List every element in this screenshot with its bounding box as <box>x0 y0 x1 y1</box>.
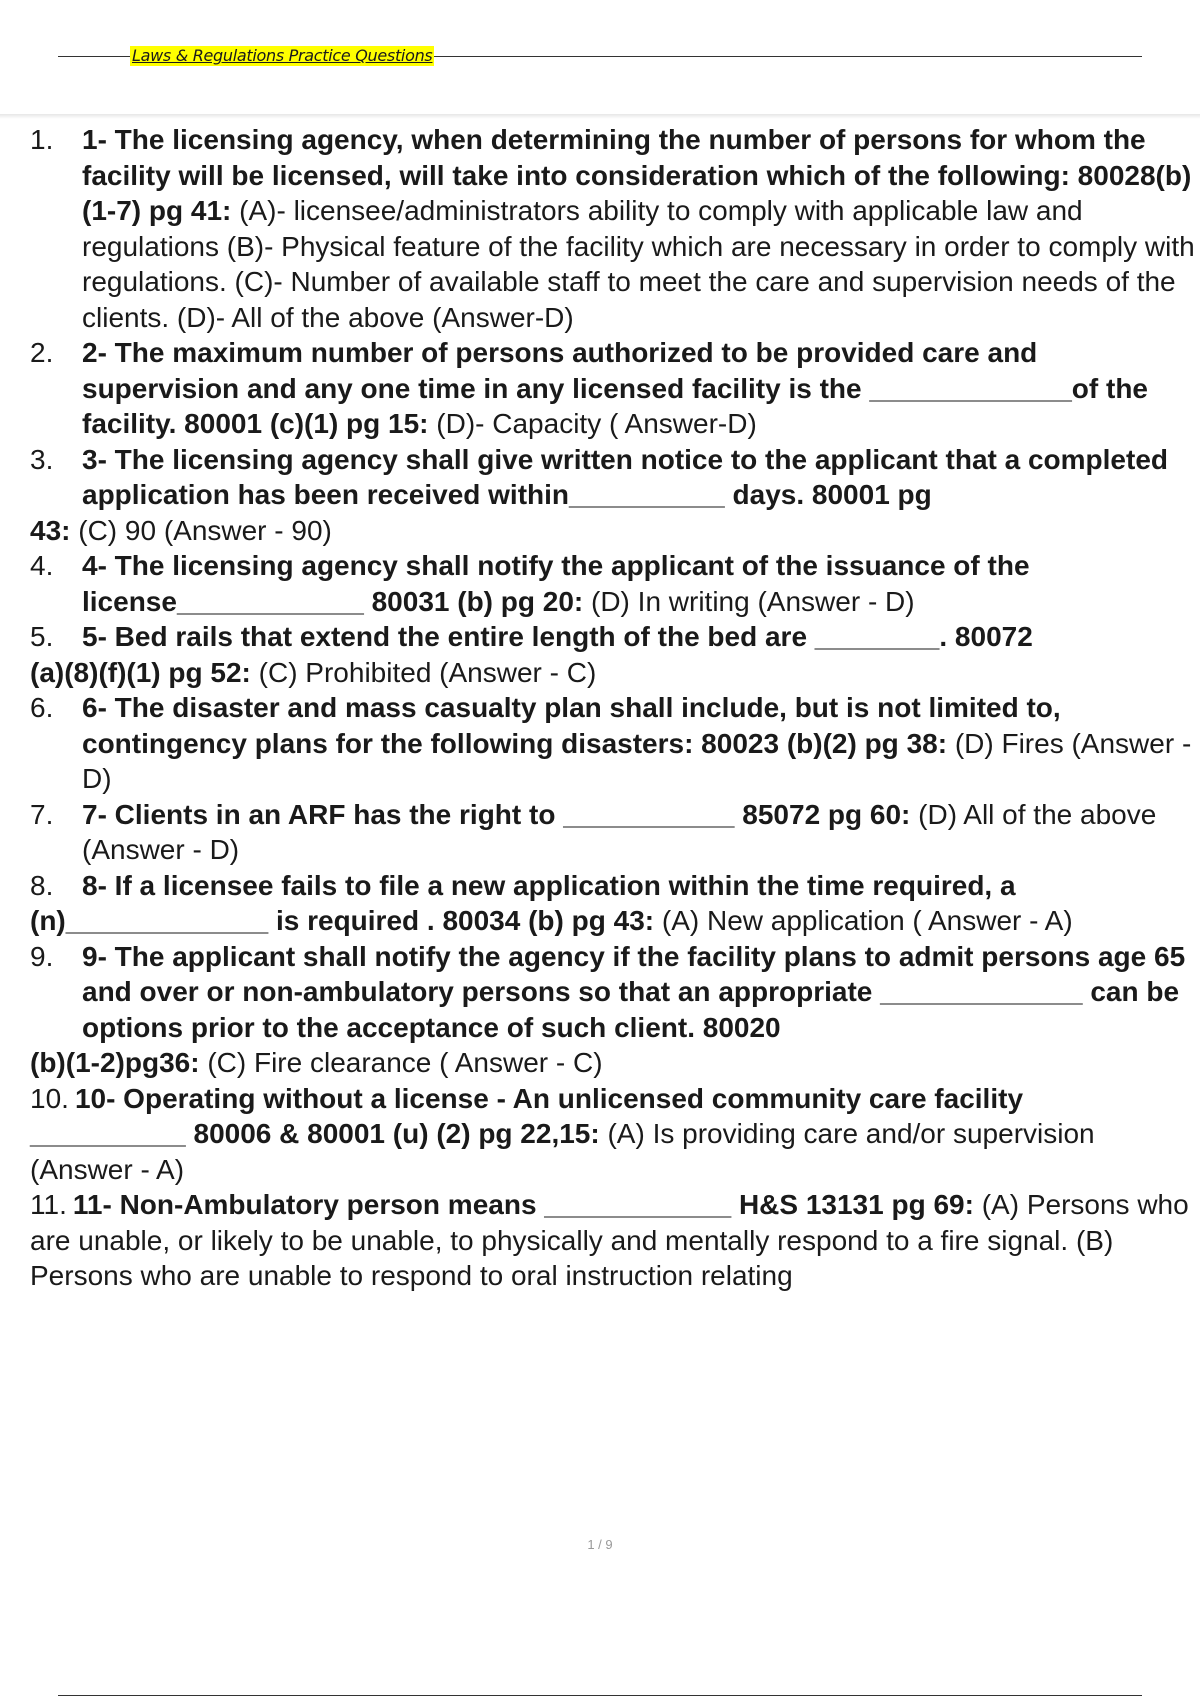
question-prompt: 3- The licensing agency shall give written notice to the applicant that a completed application has been received within__________ days. 80001 pg <box>82 443 1168 510</box>
question-prompt: 10- Operating without a license - An unlicensed community care facility <box>74 1082 1024 1114</box>
question-number: 1. <box>30 124 54 155</box>
question-item <box>30 1187 1200 1294</box>
question-prompt-continued: (n)_____________ is required . 80034 (b) pg 43: <box>30 905 655 936</box>
question-number: 4. <box>30 550 54 581</box>
question-item <box>30 939 1200 1081</box>
footer-rule <box>58 1695 1142 1696</box>
question-number: 3. <box>30 443 54 475</box>
question-answer: (D)- Capacity ( Answer-D) <box>428 408 757 439</box>
question-prompt: 2- The maximum number of persons authorized to be provided care and supervision and any one time in any licensed facility is the _____________of the facility. 80001 (c)(1) pg 15: <box>82 337 1148 439</box>
question-prompt: 1- The licensing agency, when determining the number of persons for whom the facility will be licensed, will take into consideration which of the following: 80028(b)(1-7) pg 41: <box>82 124 1192 226</box>
question-number: 9. <box>30 940 54 972</box>
question-list <box>30 122 1200 1294</box>
question-prompt-continued: (b)(1-2)pg36: <box>30 1047 200 1078</box>
question-item <box>30 690 1200 797</box>
question-answer: (C) Prohibited (Answer - C) <box>250 656 597 688</box>
question-answer: (C) 90 (Answer - 90) <box>70 514 332 546</box>
question-answer: (A) New application ( Answer - A) <box>654 905 1073 936</box>
question-prompt: 7- Clients in an ARF has the right to ___________ 85072 pg 60: <box>82 798 911 830</box>
question-number: 5. <box>30 621 54 652</box>
question-prompt-continued: (a)(8)(f)(1) pg 52: <box>30 656 251 688</box>
question-answer: (C) Fire clearance ( Answer - C) <box>199 1047 603 1078</box>
question-number: 6. <box>30 692 54 723</box>
question-prompt: 9- The applicant shall notify the agency if the facility plans to admit persons age 65 and over or non-ambulatory persons so that an appropriate _____________ can be options prior to the acceptance of such client. 80020 <box>82 940 1186 1043</box>
question-answer: (D) All of the above (Answer - D) <box>82 798 1157 865</box>
question-answer: (D) Fires (Answer - D) <box>82 727 1192 794</box>
question-answer: (A)- licensee/administrators ability to comply with applicable law and regulations (B)- Physical feature of the facility which are necessary in order to comply with regulations. (C)- Number of available staff to meet the care and supervision needs of the clients. (D)- All of the above (Answer-D) <box>82 195 1195 333</box>
question-item <box>30 122 1200 335</box>
question-item <box>30 1081 1200 1188</box>
document-header-title: Laws & Regulations Practice Questions <box>132 46 433 65</box>
question-number: 7. <box>30 798 54 830</box>
question-item <box>30 619 1200 690</box>
question-prompt: 8- If a licensee fails to file a new application within the time required, a <box>82 869 1016 901</box>
question-number: 2. <box>30 337 54 368</box>
question-item <box>30 335 1200 442</box>
question-prompt: 11- Non-Ambulatory person means ____________ H&S 13131 pg 69: <box>72 1189 974 1220</box>
question-item <box>30 442 1200 549</box>
question-prompt-continued: __________ 80006 & 80001 (u) (2) pg 22,15: <box>30 1118 600 1149</box>
question-answer: (D) In writing (Answer - D) <box>583 585 915 617</box>
question-answer: (A) Persons who are unable, or likely to be unable, to physically and mentally respond to a fire signal. (B) Persons who are unable to respond to oral instruction relating <box>30 1189 1189 1291</box>
question-prompt: 5- Bed rails that extend the entire length of the bed are ________. 80072 <box>82 621 1033 652</box>
question-prompt-continued: 43: <box>30 514 71 546</box>
page-number: 1 / 9 <box>587 1537 613 1552</box>
question-item <box>30 868 1200 939</box>
question-number: 11. <box>30 1189 67 1220</box>
question-prompt: 4- The licensing agency shall notify the applicant of the issuance of the license____________ 80031 (b) pg 20: <box>82 550 1030 617</box>
header-shadow <box>0 114 1200 119</box>
question-prompt: 6- The disaster and mass casualty plan shall include, but is not limited to, contingency plans for the following disasters: 80023 (b)(2) pg 38: <box>82 692 1061 759</box>
question-item <box>30 797 1200 868</box>
question-answer: (A) Is providing care and/or supervision (Answer - A) <box>30 1118 1095 1185</box>
question-number: 10. <box>30 1082 69 1114</box>
question-item <box>30 548 1200 619</box>
question-number: 8. <box>30 869 54 901</box>
